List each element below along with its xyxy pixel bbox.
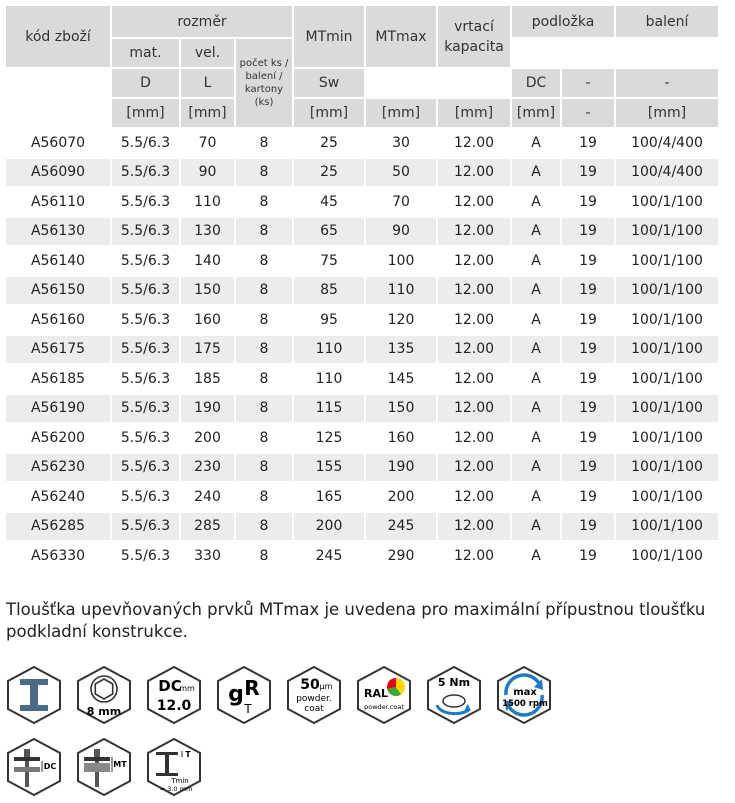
cell-dc: 12.00 — [453, 488, 495, 505]
table-row — [6, 218, 718, 246]
cell-mtmax: 150 — [366, 395, 436, 423]
header-packing: balení — [616, 6, 718, 37]
tmin-label2: = 3.0 mm — [159, 785, 193, 793]
cell-washer-mat: A — [531, 311, 541, 328]
cell-d: 5.5/6.3 — [112, 336, 179, 364]
cell-l: 285 — [181, 513, 234, 541]
cell-packing: 100/1/100 — [616, 218, 718, 246]
cell-washer-size: 19 — [562, 277, 614, 305]
header-drill-capacity: vrtací kapacita — [438, 6, 510, 67]
cell-sw: 8 — [236, 395, 292, 423]
cell-mtmin: 25 — [294, 159, 364, 187]
cell-washer-size: 19 — [562, 218, 614, 246]
table-row — [6, 424, 718, 452]
cell-washer-size: 19 — [579, 488, 597, 505]
packing-sub-label: počet ks / balení / kartony (ks) — [239, 58, 289, 108]
cell-mtmax: 120 — [387, 311, 415, 328]
cell-sw: 8 — [236, 277, 292, 305]
unit-mtmax: [mm] — [438, 99, 510, 127]
cell-d: 5.5/6.3 — [120, 547, 171, 564]
header-mtmin: MTmin — [294, 6, 364, 67]
cell-dc: 12.00 — [438, 159, 510, 187]
cell-dc: 12.00 — [453, 311, 495, 328]
cell-washer-mat: A — [531, 429, 541, 446]
table-row — [6, 188, 718, 216]
drill-capacity-icon — [144, 665, 204, 725]
table-row — [6, 483, 718, 511]
cell-mtmax: 160 — [387, 429, 415, 446]
cell-mtmin: 65 — [294, 218, 364, 246]
cell-code: A56140 — [30, 252, 86, 269]
cell-washer-mat: A — [531, 370, 541, 387]
cell-packing: 100/1/100 — [631, 311, 703, 328]
hex-head-icon — [74, 665, 134, 725]
table-row — [6, 365, 718, 393]
cell-d: 5.5/6.3 — [112, 513, 179, 541]
cell-packing: 100/1/100 — [631, 193, 703, 210]
cell-mtmax: 30 — [392, 134, 410, 151]
cell-washer-mat: A — [512, 218, 560, 246]
cell-dc: 12.00 — [438, 513, 510, 541]
cell-washer-mat: A — [531, 252, 541, 269]
hex-label: 8 mm — [86, 705, 122, 718]
cell-packing: 100/1/100 — [631, 429, 703, 446]
cell-mtmin: 85 — [294, 277, 364, 305]
header-washer-mat: mat. — [112, 39, 179, 67]
cell-washer-size: 19 — [579, 311, 597, 328]
cell-code: A56130 — [6, 218, 110, 246]
unit-l: [mm] — [181, 99, 234, 127]
cell-mtmin: 45 — [320, 193, 338, 210]
unit-vel: [mm] — [616, 99, 718, 127]
cell-washer-size: 19 — [562, 454, 614, 482]
cell-mtmax: 145 — [387, 370, 415, 387]
cell-code: A56240 — [30, 488, 86, 505]
cell-l: 140 — [194, 252, 221, 269]
coat-unit: µm — [319, 682, 333, 691]
header-mtmax: MTmax — [366, 6, 436, 67]
footnote-text: Tloušťka upevňovaných prvků MTmax je uvedena pro maximální přípustnou tloušťku podkladní konstrukce. — [6, 600, 706, 641]
torque-label: 5 Nm — [437, 676, 471, 689]
cell-mtmax: 90 — [366, 218, 436, 246]
table-row — [6, 513, 718, 541]
cell-d: 5.5/6.3 — [112, 454, 179, 482]
cell-l: 70 — [198, 134, 217, 151]
table-row — [6, 247, 718, 275]
cell-d: 5.5/6.3 — [112, 218, 179, 246]
cell-mtmax: 200 — [387, 488, 415, 505]
cell-packing: 100/1/100 — [631, 370, 703, 387]
tmin-icon — [144, 737, 204, 797]
cell-sw: 8 — [259, 134, 269, 151]
rpm-label1: max — [513, 687, 537, 698]
mt-section-label: MT — [113, 760, 127, 769]
dc-section-label: DC — [43, 762, 57, 771]
header-washer-size: vel. — [181, 39, 234, 67]
table-row — [6, 277, 718, 305]
cell-dc: 12.00 — [453, 252, 495, 269]
cell-washer-mat: A — [512, 159, 560, 187]
cell-mtmin: 115 — [294, 395, 364, 423]
product-table — [4, 4, 720, 572]
table-body — [6, 129, 718, 570]
header-dash-vel: - — [616, 69, 718, 97]
cell-d: 5.5/6.3 — [120, 370, 171, 387]
dc-section-icon — [4, 737, 64, 797]
unit-d: [mm] — [112, 99, 179, 127]
cell-code: A56200 — [30, 429, 86, 446]
cell-l: 330 — [194, 547, 221, 564]
cell-sw: 8 — [259, 252, 269, 269]
rpm-label2: 1500 rpm — [502, 699, 548, 709]
cell-d: 5.5/6.3 — [112, 395, 179, 423]
coat-value: 50 — [300, 677, 320, 693]
grt-icon — [214, 665, 274, 725]
cell-code: A56090 — [6, 159, 110, 187]
cell-d: 5.5/6.3 — [120, 252, 171, 269]
cell-dc: 12.00 — [453, 370, 495, 387]
cell-dc: 12.00 — [438, 277, 510, 305]
cell-packing: 100/4/400 — [616, 159, 718, 187]
header-packing-sub — [236, 39, 292, 127]
cell-sw: 8 — [236, 454, 292, 482]
header-sw: Sw — [294, 69, 364, 97]
cell-l: 240 — [194, 488, 221, 505]
powder-coat-thickness-icon — [284, 665, 344, 725]
ral-sub: powder.coat — [364, 703, 404, 711]
cell-sw: 8 — [236, 159, 292, 187]
unit-mtmin: [mm] — [366, 99, 436, 127]
grt-g: g — [228, 682, 244, 707]
cell-d: 5.5/6.3 — [120, 488, 171, 505]
unit-mat: - — [562, 99, 614, 127]
cell-l: 175 — [181, 336, 234, 364]
coat-line2: coat — [304, 704, 324, 714]
grt-t: T — [244, 702, 252, 716]
header-size: rozměr — [112, 6, 292, 37]
cell-washer-mat: A — [512, 454, 560, 482]
grt-r: R — [244, 676, 260, 700]
cell-d: 5.5/6.3 — [120, 311, 171, 328]
cell-washer-mat: A — [512, 336, 560, 364]
cell-washer-mat: A — [512, 395, 560, 423]
cell-dc: 12.00 — [453, 193, 495, 210]
cell-mtmax: 70 — [392, 193, 410, 210]
cell-d: 5.5/6.3 — [112, 159, 179, 187]
tmin-t: T — [185, 750, 191, 759]
cell-washer-size: 19 — [579, 370, 597, 387]
table-row — [6, 542, 718, 570]
cell-d: 5.5/6.3 — [120, 134, 171, 151]
coat-line1: powder. — [296, 694, 332, 704]
header-dash-mat: - — [562, 69, 614, 97]
header-code: kód zboží — [6, 6, 110, 67]
cell-mtmin: 110 — [294, 336, 364, 364]
cell-mtmax: 110 — [366, 277, 436, 305]
cell-mtmax: 190 — [366, 454, 436, 482]
cell-packing: 100/4/400 — [631, 134, 703, 151]
cell-code: A56185 — [30, 370, 86, 387]
cell-mtmax: 50 — [366, 159, 436, 187]
cell-sw: 8 — [259, 193, 269, 210]
i-beam-icon — [4, 665, 64, 725]
cell-l: 150 — [181, 277, 234, 305]
cell-packing: 100/1/100 — [616, 395, 718, 423]
cell-d: 5.5/6.3 — [120, 429, 171, 446]
cell-packing: 100/1/100 — [616, 513, 718, 541]
cell-mtmin: 155 — [294, 454, 364, 482]
cell-packing: 100/1/100 — [616, 454, 718, 482]
cell-mtmax: 290 — [387, 547, 415, 564]
cell-code: A56230 — [6, 454, 110, 482]
cell-mtmax: 100 — [387, 252, 415, 269]
dc-value: 12.0 — [156, 698, 192, 714]
cell-washer-size: 19 — [562, 395, 614, 423]
cell-washer-size: 19 — [562, 336, 614, 364]
cell-mtmin: 95 — [320, 311, 338, 328]
cell-mtmin: 200 — [294, 513, 364, 541]
cell-washer-size: 19 — [579, 193, 597, 210]
cell-packing: 100/1/100 — [616, 277, 718, 305]
torque-icon — [424, 665, 484, 725]
table-row — [6, 336, 718, 364]
unit-dc: [mm] — [512, 99, 560, 127]
cell-dc: 12.00 — [453, 134, 495, 151]
cell-mtmin: 165 — [315, 488, 343, 505]
cell-washer-mat: A — [512, 277, 560, 305]
cell-mtmin: 75 — [320, 252, 338, 269]
cell-sw: 8 — [236, 336, 292, 364]
cell-code: A56330 — [30, 547, 86, 564]
table-row — [6, 306, 718, 334]
table-row — [6, 159, 718, 187]
cell-washer-size: 19 — [579, 134, 597, 151]
cell-dc: 12.00 — [438, 336, 510, 364]
cell-washer-size: 19 — [579, 429, 597, 446]
cell-packing: 100/1/100 — [631, 488, 703, 505]
header-d-visible: D — [112, 69, 179, 97]
cell-code: A56175 — [6, 336, 110, 364]
cell-washer-mat: A — [531, 547, 541, 564]
header-dc: DC — [512, 69, 560, 97]
cell-l: 185 — [194, 370, 221, 387]
header-washer: podložka — [512, 6, 614, 37]
table-row — [6, 129, 718, 157]
cell-mtmax: 245 — [366, 513, 436, 541]
max-rpm-icon — [494, 665, 554, 725]
cell-washer-size: 19 — [579, 547, 597, 564]
cell-code: A56160 — [30, 311, 86, 328]
cell-sw: 8 — [236, 218, 292, 246]
cell-washer-mat: A — [531, 193, 541, 210]
cell-dc: 12.00 — [438, 454, 510, 482]
cell-mtmax: 135 — [366, 336, 436, 364]
cell-sw: 8 — [259, 429, 269, 446]
cell-l: 190 — [181, 395, 234, 423]
tmin-label1: Tmin — [171, 777, 189, 785]
cell-washer-mat: A — [531, 488, 541, 505]
table-row — [6, 454, 718, 482]
cell-sw: 8 — [259, 547, 269, 564]
cell-d: 5.5/6.3 — [120, 193, 171, 210]
cell-mtmin: 125 — [315, 429, 343, 446]
cell-washer-size: 19 — [562, 513, 614, 541]
cell-packing: 100/1/100 — [631, 252, 703, 269]
cell-sw: 8 — [236, 513, 292, 541]
cell-dc: 12.00 — [438, 218, 510, 246]
cell-washer-mat: A — [512, 513, 560, 541]
cell-dc: 12.00 — [453, 429, 495, 446]
cell-mtmin: 245 — [315, 547, 343, 564]
cell-l: 160 — [194, 311, 221, 328]
cell-washer-size: 19 — [579, 252, 597, 269]
cell-dc: 12.00 — [438, 395, 510, 423]
dc-label: DC — [158, 677, 182, 695]
mt-section-icon — [74, 737, 134, 797]
cell-code: A56070 — [30, 134, 86, 151]
cell-mtmin: 25 — [320, 134, 338, 151]
dc-unit: mm — [179, 684, 195, 693]
cell-code: A56190 — [6, 395, 110, 423]
cell-l: 110 — [194, 193, 221, 210]
header-l: L — [181, 69, 234, 97]
table-row — [6, 395, 718, 423]
cell-l: 230 — [181, 454, 234, 482]
ral-colors-icon — [354, 665, 414, 725]
cell-l: 130 — [181, 218, 234, 246]
cell-code: A56285 — [6, 513, 110, 541]
cell-mtmin: 110 — [315, 370, 343, 387]
cell-code: A56150 — [6, 277, 110, 305]
cell-l: 90 — [181, 159, 234, 187]
cell-washer-size: 19 — [562, 159, 614, 187]
cell-code: A56110 — [30, 193, 86, 210]
cell-dc: 12.00 — [453, 547, 495, 564]
cell-packing: 100/1/100 — [616, 336, 718, 364]
cell-washer-mat: A — [531, 134, 541, 151]
cell-l: 200 — [194, 429, 221, 446]
cell-sw: 8 — [259, 488, 269, 505]
ral-label: RAL — [364, 687, 388, 700]
unit-sw: [mm] — [294, 99, 364, 127]
cell-packing: 100/1/100 — [631, 547, 703, 564]
cell-d: 5.5/6.3 — [112, 277, 179, 305]
cell-sw: 8 — [259, 311, 269, 328]
cell-sw: 8 — [259, 370, 269, 387]
